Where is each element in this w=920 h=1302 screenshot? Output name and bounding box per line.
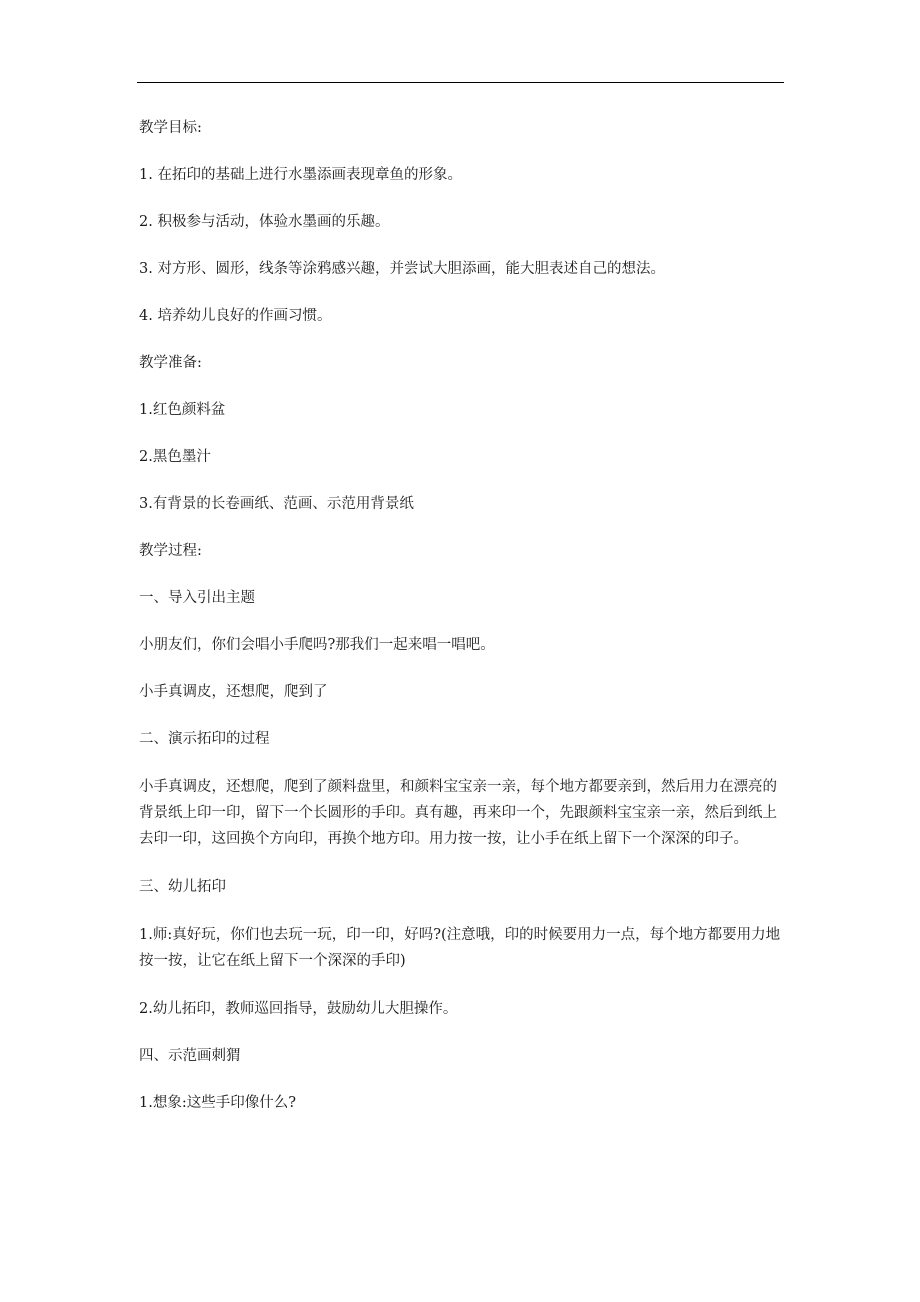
step-heading-1: 一、导入引出主题: [139, 590, 255, 606]
step-3-text-b: 2.幼儿拓印，教师巡回指导，鼓励幼儿大胆操作。: [139, 1001, 458, 1017]
step-3-text-a: 1.师:真好玩，你们也去玩一玩，印一印，好吗?(注意哦，印的时候要用力一点，每个地方都要用力地按一按，让它在纸上留下一个深深的手印): [139, 927, 781, 969]
preparation-item-2: 2.黑色墨汁: [139, 449, 211, 465]
goal-item-2: 2. 积极参与活动，体验水墨画的乐趣。: [139, 214, 390, 230]
step-heading-4: 四、示范画刺猬: [139, 1048, 241, 1064]
preparation-item-3: 3.有背景的长卷画纸、范画、示范用背景纸: [139, 496, 414, 512]
goal-item-3: 3. 对方形、圆形，线条等涂鸦感兴趣，并尝试大胆添画，能大胆表述自己的想法。: [139, 261, 665, 277]
step-4-text: 1.想象:这些手印像什么?: [139, 1095, 296, 1111]
section-heading-process: 教学过程:: [139, 543, 202, 559]
step-heading-3: 三、幼儿拓印: [139, 879, 226, 895]
header-rule: [137, 82, 784, 83]
document-body: [139, 116, 787, 1138]
step-1-text-b: 小手真调皮，还想爬，爬到了: [139, 684, 328, 700]
step-2-text: 小手真调皮，还想爬，爬到了颜料盘里，和颜料宝宝亲一亲，每个地方都要亲到，然后用力在漂亮的背景纸上印一印，留下一个长圆形的手印。真有趣，再来印一个，先跟颜料宝宝亲一亲，然后到纸上去印一印，这回换个方向印，再换个地方印。用力按一按，让小手在纸上留下一个深深的印子。: [139, 779, 777, 847]
step-1-text-a: 小朋友们，你们会唱小手爬吗?那我们一起来唱一唱吧。: [139, 637, 495, 653]
goal-item-4: 4. 培养幼儿良好的作画习惯。: [139, 308, 332, 324]
section-heading-goals: 教学目标:: [139, 120, 202, 136]
section-heading-preparation: 教学准备:: [139, 355, 202, 371]
step-heading-2: 二、演示拓印的过程: [139, 731, 270, 747]
goal-item-1: 1. 在拓印的基础上进行水墨添画表现章鱼的形象。: [139, 167, 462, 183]
preparation-item-1: 1.红色颜料盆: [139, 402, 226, 418]
